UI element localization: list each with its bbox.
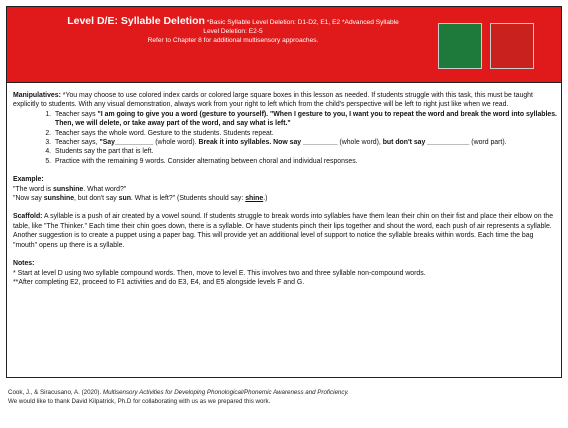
ex1-word: sunshine bbox=[52, 185, 84, 193]
ex2-c: , but don't say bbox=[74, 195, 119, 203]
step-1-lead: Teacher says bbox=[55, 110, 98, 118]
citation bbox=[8, 388, 558, 397]
note-2: **After completing E2, proceed to F1 activities and do E3, E4, and E5 alongside levels F and G. bbox=[13, 278, 305, 286]
level-info-2: Level Deletion: E2-5 bbox=[203, 28, 263, 35]
scaffold-label: Scaffold: bbox=[13, 213, 43, 221]
ex2-e: . What is left?" (Students should say: bbox=[130, 195, 246, 203]
citation-title: Multisensory Activities for Developing Phonological/Phonemic Awareness and Proficiency. bbox=[102, 389, 349, 396]
step-2: 2. Teacher says the whole word. Gesture to the students. Students repeat. bbox=[53, 129, 557, 138]
scaffold-text: A syllable is a push of air created by a vowel sound. If students struggle to break words into syllables have them lean their chin on their fist and place their elbow on the table, like "The Thinker." Each time their chin goes down, there is a syllable. Or have students pinch their lips together and shout the word, each push of air represents a syllable. Another suggestion is to create a puppet using a paper bag. This will provide yet an additional level of support to notice the syllable breaks within words. Each time the bag "mouth" opens up there is a syllable. bbox=[13, 213, 554, 249]
lesson-body bbox=[13, 91, 557, 287]
example-label bbox=[13, 175, 557, 184]
manipulatives-text: *You may choose to use colored index cards or colored large square boxes in this lesson as needed. If students struggle with this task, this must be taught explicitly to students. With any visual demonstration, always work from your right to left which from the child's perspective will be left to right just like when we read. bbox=[13, 92, 533, 109]
notes-heading: Notes: bbox=[13, 260, 35, 268]
ex2-word: sunshine bbox=[43, 195, 75, 203]
header-banner bbox=[7, 7, 561, 83]
step-3-lead: Teacher says, bbox=[55, 139, 100, 147]
notes-label bbox=[13, 259, 557, 268]
step-3-dont-say: but don't say ___________ bbox=[382, 139, 470, 147]
step-5: 5. Practice with the remaining 9 words. Consider alternating between choral and individual responses. bbox=[53, 157, 557, 166]
step-3-part: (word part). bbox=[469, 139, 507, 147]
acknowledgement: We would like to thank David Kilpatrick, Ph.D for collaborating with us as we prepared this work. bbox=[8, 398, 271, 405]
citation-authors: Cook, J., & Siracusano, A. (2020). bbox=[8, 389, 103, 396]
example-line-1 bbox=[13, 185, 557, 194]
ex2-a: "Now say bbox=[13, 195, 44, 203]
footer bbox=[8, 388, 558, 406]
manipulatives-label: Manipulatives: bbox=[13, 92, 61, 99]
manipulatives-paragraph bbox=[13, 91, 557, 110]
ex1-a: "The word is bbox=[13, 185, 53, 193]
step-3-say: "Say__________ bbox=[99, 139, 154, 147]
ex2-g: .) bbox=[263, 195, 268, 203]
step-1 bbox=[53, 110, 557, 129]
green-card bbox=[438, 23, 482, 69]
scaffold-paragraph bbox=[13, 212, 557, 250]
lesson-title: Level D/E: Syllable Deletion bbox=[67, 15, 205, 27]
step-3-break: Break it into syllables. Now say _________ bbox=[198, 139, 338, 147]
note-1: * Start at level D using two syllable compound words. Then, move to level E. This involves two and three syllable non-compound words. bbox=[13, 269, 426, 277]
ex2-part: sun bbox=[118, 195, 131, 203]
example-heading: Example: bbox=[13, 176, 44, 184]
step-3-whole: (whole word). bbox=[153, 139, 199, 147]
header-text bbox=[47, 17, 419, 45]
step-3 bbox=[53, 138, 557, 147]
chapter-reference: Refer to Chapter 8 for additional multisensory approaches. bbox=[147, 37, 319, 44]
lesson-card bbox=[6, 6, 562, 378]
red-card bbox=[490, 23, 534, 69]
step-4: 4. Students say the part that is left. bbox=[53, 147, 557, 156]
step-3-whole-2: (whole word), bbox=[337, 139, 383, 147]
color-cards-image bbox=[438, 23, 538, 73]
ex2-answer: shine bbox=[245, 195, 264, 203]
steps-list bbox=[13, 110, 557, 166]
level-info: *Basic Syllable Level Deletion: D1-D2, E1, E2 *Advanced Syllable bbox=[206, 19, 399, 26]
step-1-script: "I am going to give you a word (gesture to yourself). "When I gesture to you, I want you to repeat the word and break the word into syllables. Then, we will delete, or take away part of the word, and say what is left." bbox=[55, 110, 557, 128]
example-line-2 bbox=[13, 194, 557, 203]
ex1-c: . What word?" bbox=[83, 185, 127, 193]
